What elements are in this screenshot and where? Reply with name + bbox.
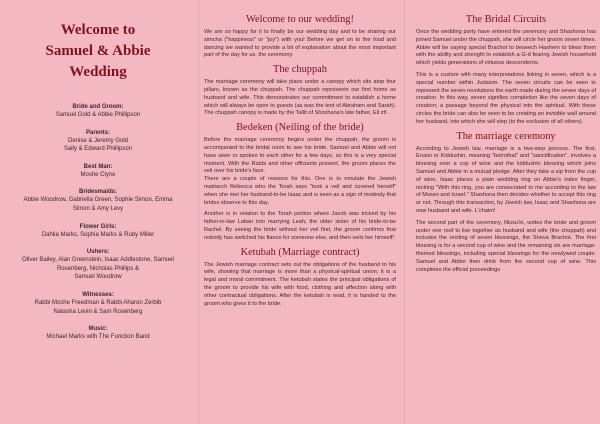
section-label: Music: <box>88 326 108 333</box>
chuppah-heading: The chuppah <box>273 64 327 76</box>
main-title <box>10 20 186 83</box>
section-label: Bridesmaids: <box>78 189 117 196</box>
middle-panel <box>200 0 400 424</box>
bedeken-paragraph: Before the marriage ceremony begins under the chuppah, the groom is accompanied to the bridal room to see his bride. Samuel and Abbie will not have seen or spoken to each other for a few days, so this is a very special moment. With the Rabbi and other officiants present, the groom places the veil over his bride's face. <box>204 137 396 175</box>
fold-line <box>404 0 405 424</box>
circuits-paragraph: This is a custom with many interpretations linking in seven, which is a special number within Judaism. The seven circuits can be seen to represent the seven revolutions the earth made during the seven days of creation. In this way, seven signifies completion like the seven days of creation; a passage beyond the physical into the spiritual. With these circles the bride can also be seen to be creating an invisible wall around her husband, into which she will step (to the exclusion of all others). <box>416 71 596 125</box>
section-ushers <box>10 248 186 282</box>
section-label: Best Man: <box>83 163 113 170</box>
welcome-heading: Welcome to our wedding! <box>246 14 354 25</box>
title-line: Welcome to <box>60 22 136 38</box>
section-line: Rabbi Moshe Freedman & Rabbi Aharon Zerbib <box>34 299 162 306</box>
section-line: Dahlia Marks, Sophia Marks & Ruby Miller <box>41 231 155 238</box>
bedeken-paragraph: There are a couple of reasons for this. One is to emulate the Jewish matriarch Rebecca who the Torah says "took a veil and covered herself" when she met her husband-to-be Isaac and is seen as a sign of modesty that brides observe to this day. <box>204 176 396 206</box>
section-label: Witnesses: <box>82 291 114 298</box>
section-line: Samuel Woodrow <box>74 274 122 281</box>
title-line: Wedding <box>69 64 127 80</box>
section-line: Sally & Edward Phillipson <box>63 146 133 153</box>
section-line: Michael Marks with The Function Band <box>46 334 150 341</box>
ceremony-heading: The marriage ceremony <box>456 130 556 142</box>
section-label: Parents: <box>85 129 110 136</box>
section-bride-groom <box>10 103 186 120</box>
left-panel <box>0 0 196 424</box>
ketubah-heading: Ketubah (Marriage contract) <box>240 246 360 258</box>
section-best-man <box>10 163 186 180</box>
section-line: Samuel Gold & Abbie Phillipson <box>55 112 141 118</box>
chuppah-paragraph: The marriage ceremony will take place under a canopy which sits atop four pillars, known as the chuppah. The chuppah represents our first home as husband and wife. This demonstrates our commitment to establish a home which will always be open to guests (as was the tent of Abraham and Sarah). The chuppah canopy is made by the Tallit of Shoshana's late father, Eli zt!. <box>204 79 396 117</box>
section-music <box>10 325 186 342</box>
bedeken-heading: Bedeken (Neiling of the bride) <box>236 122 364 134</box>
section-line: Abbie Woodrow, Gabriella Green, Sophie Simon, Emma <box>23 197 173 204</box>
section-line: Denise & Jeremy Gold <box>67 137 129 144</box>
ceremony-paragraph: According to Jewish law, marriage is a two-step process. The first, Erusin or Kiddushin, meaning "betrothal" and "sanctification", involves a blessing over a cup of wine and the kiddushin blessing which joins Samuel and Abbie in a mutual pledge. After they take a sip from the cup of wine, Isaac places a plain wedding ring on Abbie's index finger, reciting "With this ring, you are consecrated to me according to the law of Moses and Israel." Shashona then decides whether to accept this ring or not. Through this transaction, by Jewish law, Isaac and Shashona are now husband and wife. L'chaim! <box>416 145 596 214</box>
circuits-paragraph: Once the wedding party have entered the ceremony and Shashona has joined Samuel under the chuppah, she will circle her groom seven times. Abbie will be saying special Brachot to beseech Hashem to bless them with the ability and strength to establish a G-d fearing Jewish household which yields generations of virtuous descendents. <box>416 29 596 67</box>
ceremony-paragraph: The second part of the ceremony, Nissu'in, unites the bride and groom under one roof to live together as husband and wife (the chuppah) and includes the reciting of seven blessings, the Sheva Brachot. The first blessing is for a second cup of wine and the remaining six are marriage-themed blessings, including special blessings for the newlywed couple. Samuel and Abbie then drink from the second cup of wine. This completes the official proceedings <box>416 219 596 273</box>
section-line: Oliver Bailey, Alan Greenstein, Isaac Addlestone, Samuel <box>22 257 174 264</box>
section-label: Flower Girls: <box>79 223 117 230</box>
section-flower-girls <box>10 223 186 240</box>
title-line: Samuel & Abbie <box>45 43 151 59</box>
section-line: Rosenberg, Nicholas Phillips & <box>56 265 140 272</box>
section-line: Natasha Levin & Sam Rosenberg <box>53 308 143 315</box>
section-label: Bride and Groom: <box>72 104 124 110</box>
section-label: Ushers: <box>86 249 110 256</box>
ketubah-paragraph: The Jewish marriage contract sets out the obligations of the husband to his wife, showing that marriage is more than a physical-spiritual union; it is a legal and moral commitment. The ketubah states the principal obligations of the groom to provide his wife with food, clothing and affection along with other contractual obligations. After the ketubah is read, it is handed to the groom who gives it to the bride. <box>204 261 396 307</box>
welcome-paragraph: We are so happy for it to finally be our wedding day and to be sharing our simcha ("happiness" or "joy") with you! Before we get on to the food and dancing we wanted to provide a bit of explanation about the most important part of the day for us, the ceremony. <box>204 29 396 59</box>
section-witnesses <box>10 291 186 316</box>
section-line: Simon & Amy Levy <box>72 205 124 212</box>
circuits-heading: The Bridal Circuits <box>465 14 547 25</box>
bedeken-paragraph: Another is in relation to the Torah portion where Jacob was tricked by his father-in-law Laban into marrying Leah, the older sister of his bride-to-be Rachel. By seeing the bride without her veil first, the groom confirms that nobody has switched his fiance for someone else, and then veils her himself! <box>204 211 396 241</box>
fold-line <box>198 0 199 424</box>
right-panel <box>408 0 600 424</box>
section-bridesmaids <box>10 188 186 213</box>
section-line: Moshe Clyne <box>80 171 116 178</box>
section-parents <box>10 129 186 154</box>
